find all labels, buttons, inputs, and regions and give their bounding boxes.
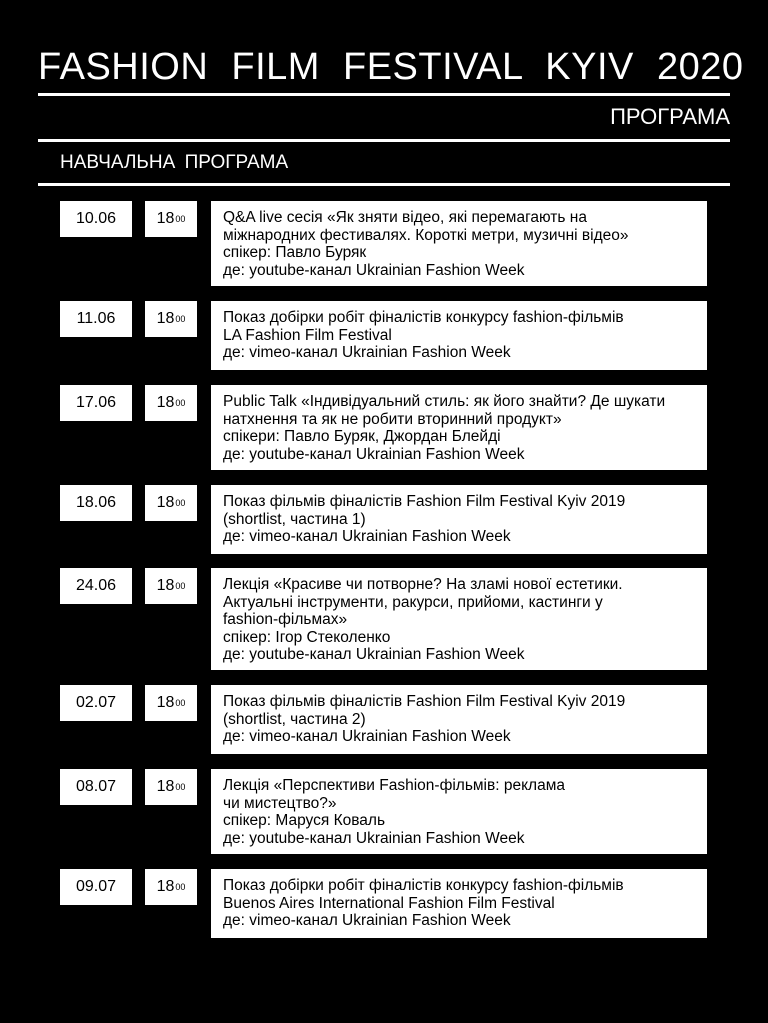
event-description-line: де: youtube-канал Ukrainian Fashion Week xyxy=(223,829,525,847)
event-description-line: Показ добірки робіт фіналістів конкурсу fashion-фільмів xyxy=(223,877,624,894)
event-time-hour: 18 xyxy=(156,494,175,511)
event-description-line: Public Talk «Індивідуальний стиль: як його знайти? Де шукати xyxy=(223,393,666,410)
event-date: 17.06 xyxy=(60,385,132,421)
event-description-line: де: youtube-канал Ukrainian Fashion Week xyxy=(223,445,525,463)
event-description-line: де: youtube-канал Ukrainian Fashion Week xyxy=(223,261,525,279)
event-description-line: Buenos Aires International Fashion Film Festival xyxy=(223,894,555,912)
event-time: 18 00 xyxy=(145,485,197,521)
event-date: 24.06 xyxy=(60,568,132,604)
event-description-line: Q&A live сесія «Як зняти відео, які перемагають на xyxy=(223,209,587,226)
event-description-line: де: youtube-канал Ukrainian Fashion Week xyxy=(223,646,525,663)
divider-top xyxy=(38,93,730,96)
event-time-hour: 18 xyxy=(156,394,175,411)
event-description-line: Показ фільмів фіналістів Fashion Film Festival Kyiv 2019 xyxy=(223,493,626,510)
event-description-line: (shortlist, частина 1) xyxy=(223,510,366,528)
divider-middle xyxy=(38,139,730,142)
event-description-line: де: vimeo-канал Ukrainian Fashion Week xyxy=(223,728,511,745)
event-description-line: LA Fashion Film Festival xyxy=(223,326,392,344)
program-heading: ПРОГРАМА xyxy=(610,104,730,129)
event-description xyxy=(211,568,707,670)
event-time-hour: 18 xyxy=(156,778,175,795)
page-title: FASHION FILM FESTIVAL KYIV 2020 xyxy=(38,46,744,88)
event-time-hour: 18 xyxy=(156,694,175,711)
event-description-line: спікери: Павло Буряк, Джордан Блейді xyxy=(223,428,501,445)
event-time-hour: 18 xyxy=(156,210,175,227)
event-date: 11.06 xyxy=(60,301,132,337)
event-description xyxy=(211,385,707,470)
event-description-line: (shortlist, частина 2) xyxy=(223,710,366,728)
event-time: 18 00 xyxy=(145,201,197,237)
event-description-line: де: vimeo-канал Ukrainian Fashion Week xyxy=(223,528,511,545)
event-description-line: міжнародних фестивалях. Короткі метри, музичні відео» xyxy=(223,226,629,244)
event-time: 18 00 xyxy=(145,685,197,721)
event-description xyxy=(211,201,707,286)
event-description-line: натхнення та як не робити вторинний продукт» xyxy=(223,410,562,428)
event-description-line: Лекція «Перспективи Fashion-фільмів: реклама xyxy=(223,777,565,794)
event-description-line: чи мистецтво?» xyxy=(223,794,337,812)
event-date: 02.07 xyxy=(60,685,132,721)
event-time: 18 00 xyxy=(145,301,197,337)
event-description xyxy=(211,685,707,754)
event-description-line: де: vimeo-канал Ukrainian Fashion Week xyxy=(223,912,511,929)
event-date: 18.06 xyxy=(60,485,132,521)
event-description-line: де: vimeo-канал Ukrainian Fashion Week xyxy=(223,344,511,361)
divider-bottom xyxy=(38,183,730,186)
event-date: 10.06 xyxy=(60,201,132,237)
event-description-line: спікер: Ігор Стеколенко xyxy=(223,628,391,646)
event-time-hour: 18 xyxy=(156,577,175,594)
event-description xyxy=(211,485,707,554)
event-description xyxy=(211,769,707,854)
event-description xyxy=(211,869,707,938)
event-time: 18 00 xyxy=(145,869,197,905)
event-date: 08.07 xyxy=(60,769,132,805)
event-description-line: спікер: Павло Буряк xyxy=(223,244,367,261)
event-description-line: Актуальні інструменти, ракурси, прийоми, кастинги у xyxy=(223,593,603,611)
event-time: 18 00 xyxy=(145,568,197,604)
event-date: 09.07 xyxy=(60,869,132,905)
event-time-hour: 18 xyxy=(156,310,175,327)
event-description-line: Показ фільмів фіналістів Fashion Film Festival Kyiv 2019 xyxy=(223,693,626,710)
event-description-line: fashion-фільмах» xyxy=(223,611,348,628)
event-description-line: Лекція «Красиве чи потворне? На зламі нової естетики. xyxy=(223,576,623,593)
event-time: 18 00 xyxy=(145,385,197,421)
event-description-line: Показ добірки робіт фіналістів конкурсу fashion-фільмів xyxy=(223,309,624,326)
event-time: 18 00 xyxy=(145,769,197,805)
event-time-hour: 18 xyxy=(156,878,175,895)
event-description xyxy=(211,301,707,370)
event-description-line: спікер: Маруся Коваль xyxy=(223,812,386,829)
section-heading: НАВЧАЛЬНА ПРОГРАМА xyxy=(60,152,289,173)
